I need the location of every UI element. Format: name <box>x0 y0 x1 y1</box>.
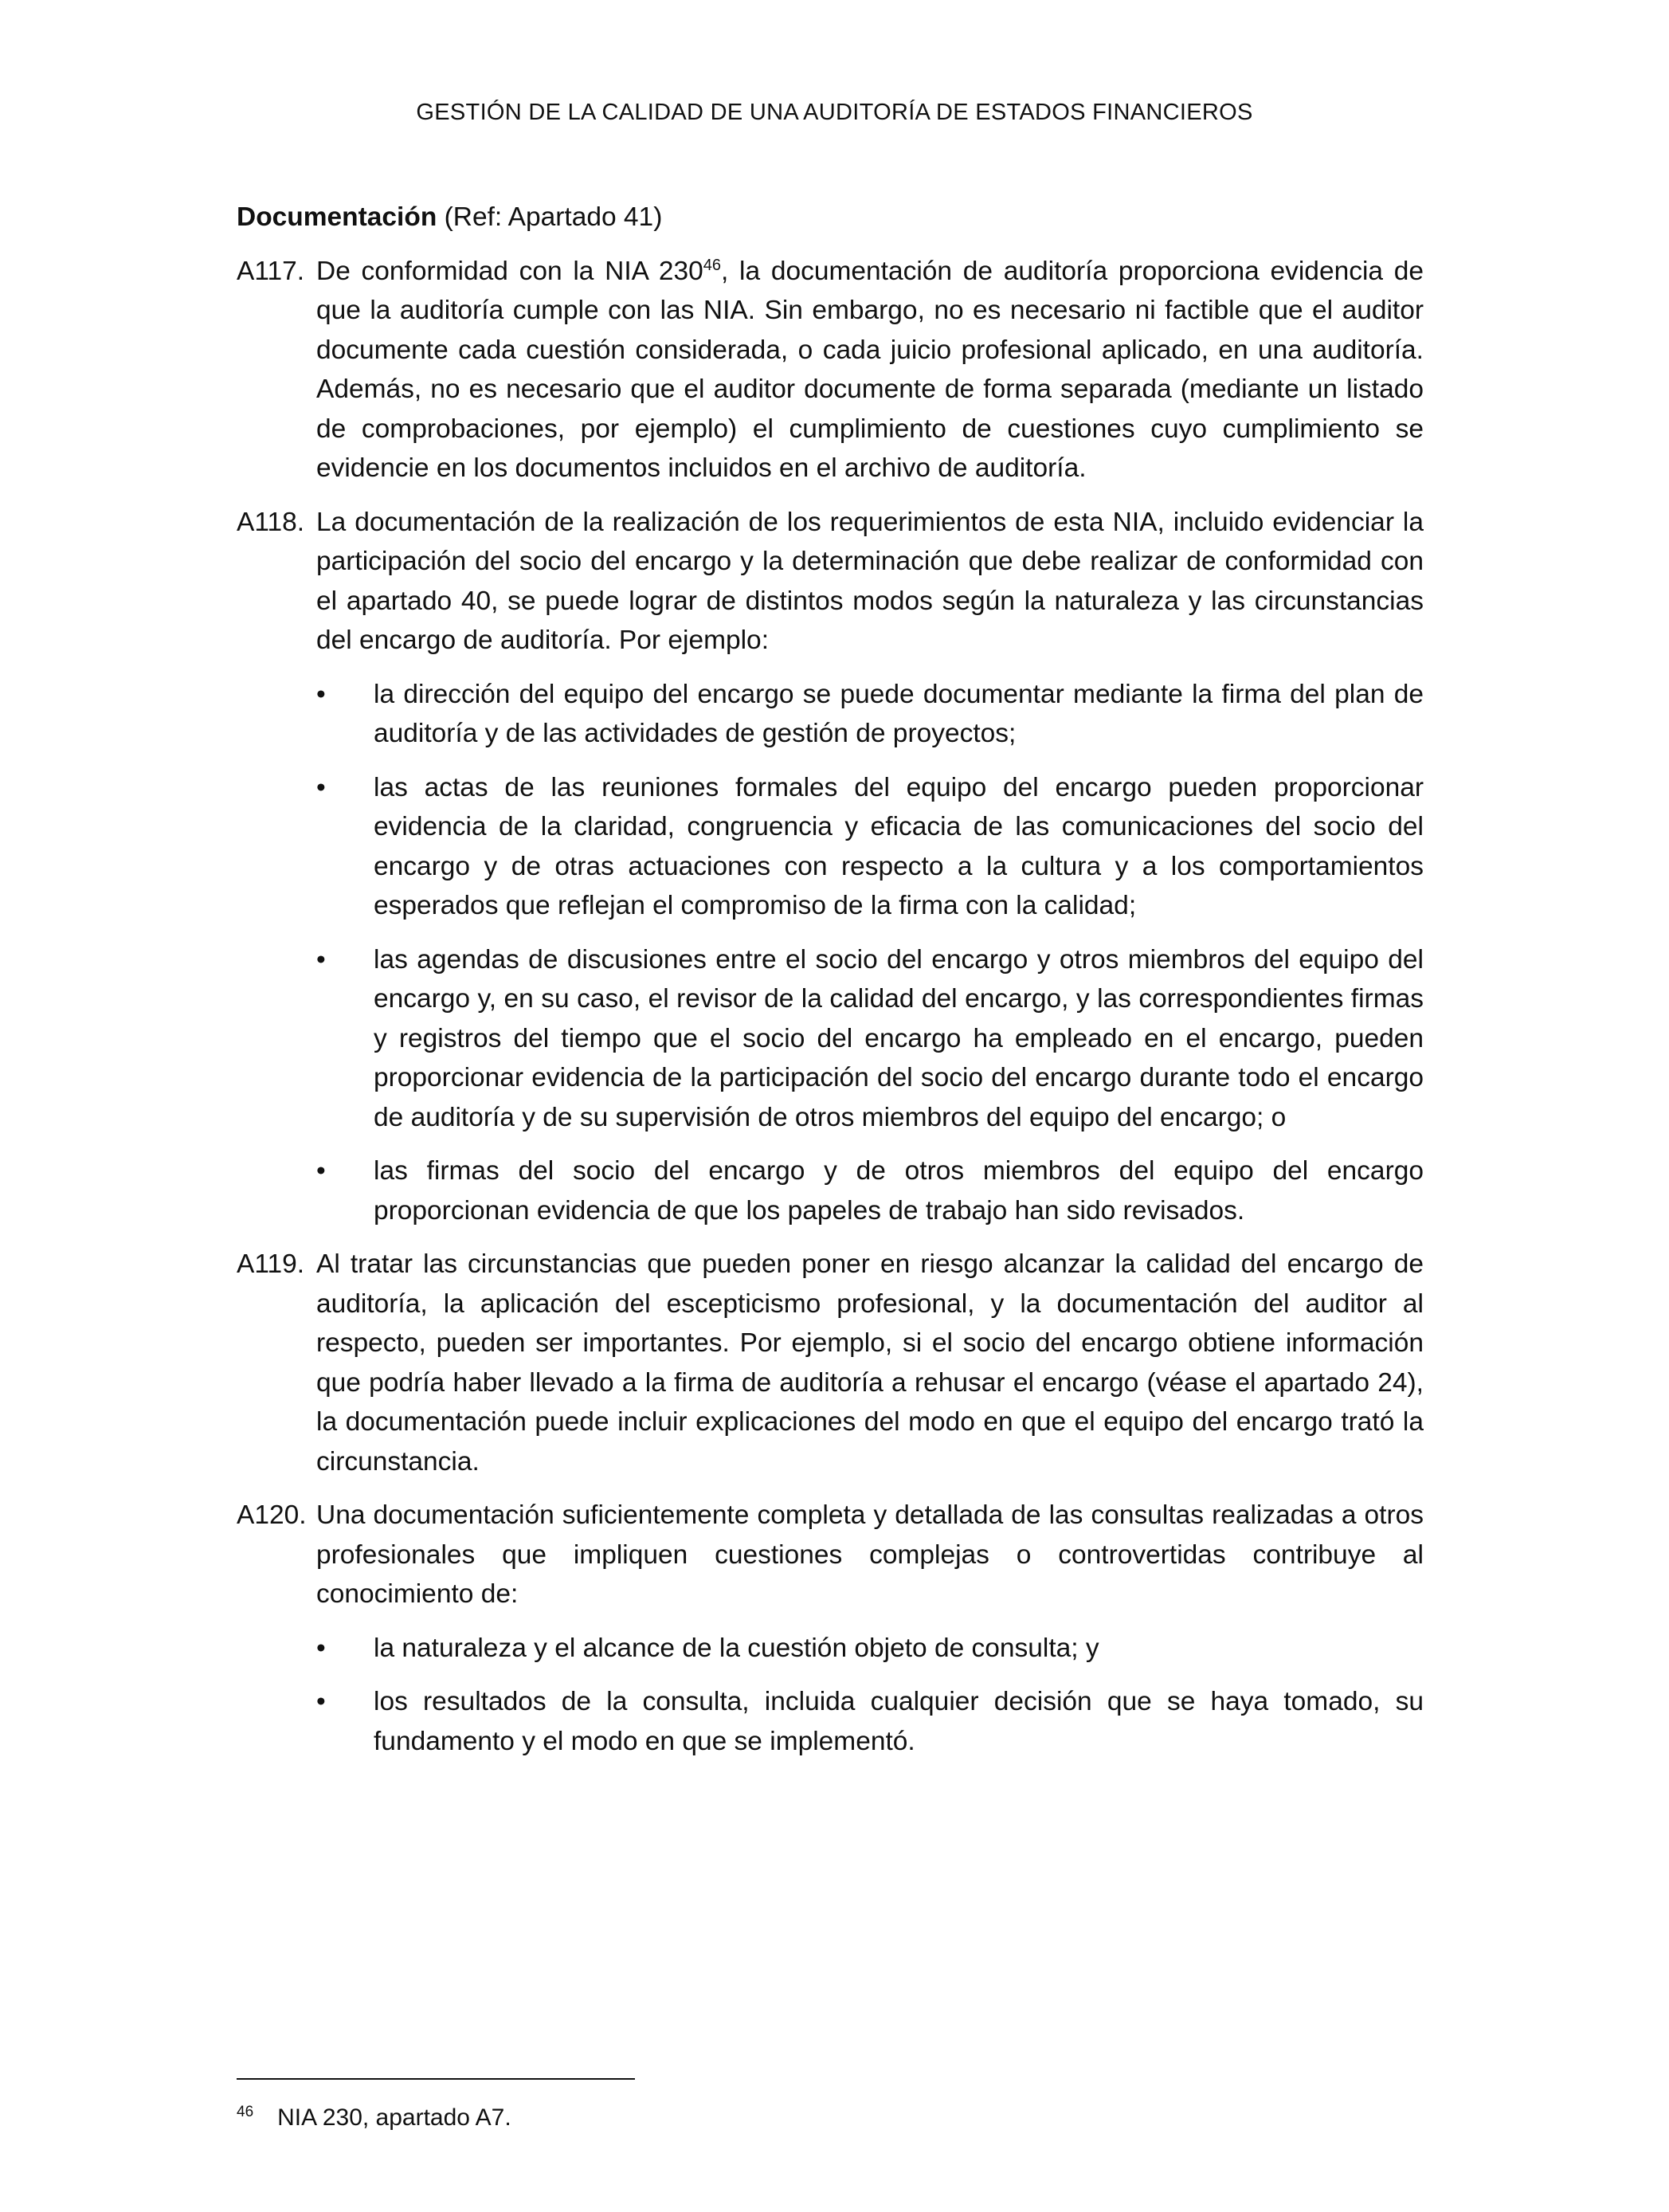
list-item <box>316 940 1424 1138</box>
section-title: Documentación <box>237 202 437 232</box>
paragraph-a118 <box>237 503 1424 661</box>
list-item <box>316 1629 1424 1669</box>
bullet-icon: • <box>316 679 326 709</box>
footnote-marker: 46 <box>237 2104 254 2120</box>
bullet-list-a118 <box>237 675 1424 1231</box>
list-item <box>316 675 1424 754</box>
bullet-icon: • <box>316 772 326 802</box>
list-item-text: las actas de las reuniones formales del equipo del encargo pueden proporcionar evidencia de la claridad, congruencia y eficacia de las comunicaciones del socio del encargo y de otras actuaciones con respecto a la cultura y a los comportamientos esperados que reflejan el compromiso de la firma con la calidad; <box>374 772 1424 920</box>
list-item <box>316 768 1424 926</box>
footnote <box>237 2102 511 2134</box>
list-item-text: los resultados de la consulta, incluida cualquier decisión que se haya tomado, su fundamento y el modo en que se implementó. <box>374 1687 1424 1756</box>
footnote-divider <box>237 2078 635 2080</box>
paragraph-a120 <box>237 1496 1424 1614</box>
bullet-icon: • <box>316 1687 326 1716</box>
list-item-text: las agendas de discusiones entre el socio del encargo y otros miembros del equipo del encargo y, en su caso, el revisor de la calidad del encargo, y las correspondientes firmas y registros del tiempo que el socio del encargo ha empleado en el encargo, pueden proporcionar evidencia de la participación del socio del encargo durante todo el encargo de auditoría y de su supervisión de otros miembros del equipo del encargo; o <box>374 944 1424 1132</box>
paragraph-number: A117. <box>237 256 305 286</box>
paragraph-number: A118. <box>237 507 305 537</box>
paragraph-a119 <box>237 1245 1424 1481</box>
bullet-icon: • <box>316 1156 326 1186</box>
list-item-text: las firmas del socio del encargo y de otros miembros del equipo del encargo proporcionan evidencia de que los papeles de trabajo han sido revisados. <box>374 1156 1424 1226</box>
list-item <box>316 1151 1424 1230</box>
page-content <box>237 198 1424 1775</box>
paragraph-number: A120. <box>237 1500 307 1530</box>
footnote-text: NIA 230, apartado A7. <box>277 2104 511 2131</box>
paragraph-number: A119. <box>237 1249 305 1279</box>
list-item-text: la naturaleza y el alcance de la cuestión objeto de consulta; y <box>374 1633 1099 1663</box>
bullet-icon: • <box>316 1633 326 1663</box>
paragraph-text: La documentación de la realización de los requerimientos de esta NIA, incluido evidenciar la participación del socio del encargo y la determinación que debe realizar de conformidad con el apartado 40, se puede lograr de distintos modos según la naturaleza y las circunstancias del encargo de auditoría. Por ejemplo: <box>316 507 1424 655</box>
list-item <box>316 1682 1424 1761</box>
running-header: GESTIÓN DE LA CALIDAD DE UNA AUDITORÍA DE ESTADOS FINANCIEROS <box>416 100 1253 125</box>
bullet-icon: • <box>316 944 326 975</box>
footnote-reference[interactable]: 46 <box>703 256 722 274</box>
paragraph-text: Al tratar las circunstancias que pueden poner en riesgo alcanzar la calidad del encargo de auditoría, la aplicación del escepticismo profesional, y la documentación del auditor al respecto, pueden ser importantes. Por ejemplo, si el socio del encargo obtiene información que podría haber llevado a la firma de auditoría a rehusar el encargo (véase el apartado 24), la documentación puede incluir explicaciones del modo en que el equipo del encargo trató la circunstancia. <box>316 1249 1424 1477</box>
list-item-text: la dirección del equipo del encargo se puede documentar mediante la firma del plan de auditoría y de las actividades de gestión de proyectos; <box>374 679 1424 748</box>
bullet-list-a120 <box>237 1629 1424 1762</box>
section-heading <box>237 198 1424 237</box>
paragraph-a117 <box>237 252 1424 488</box>
paragraph-text-continued: , la documentación de auditoría proporciona evidencia de que la auditoría cumple con las NIA. Sin embargo, no es necesario ni factible que el auditor documente cada cuestión considerada, o cada juicio profesional aplicado, en una auditoría. Además, no es necesario que el auditor documente de forma separada (mediante un listado de comprobaciones, por ejemplo) el cumplimiento de cuestiones cuyo cumplimiento se evidencie en los documentos incluidos en el archivo de auditoría. <box>316 256 1424 483</box>
paragraph-text: De conformidad con la NIA 230 <box>316 256 703 286</box>
paragraph-text: Una documentación suficientemente completa y detallada de las consultas realizadas a otros profesionales que impliquen cuestiones complejas o controvertidas contribuye al conocimiento de: <box>316 1500 1424 1609</box>
section-reference: (Ref: Apartado 41) <box>437 202 663 232</box>
